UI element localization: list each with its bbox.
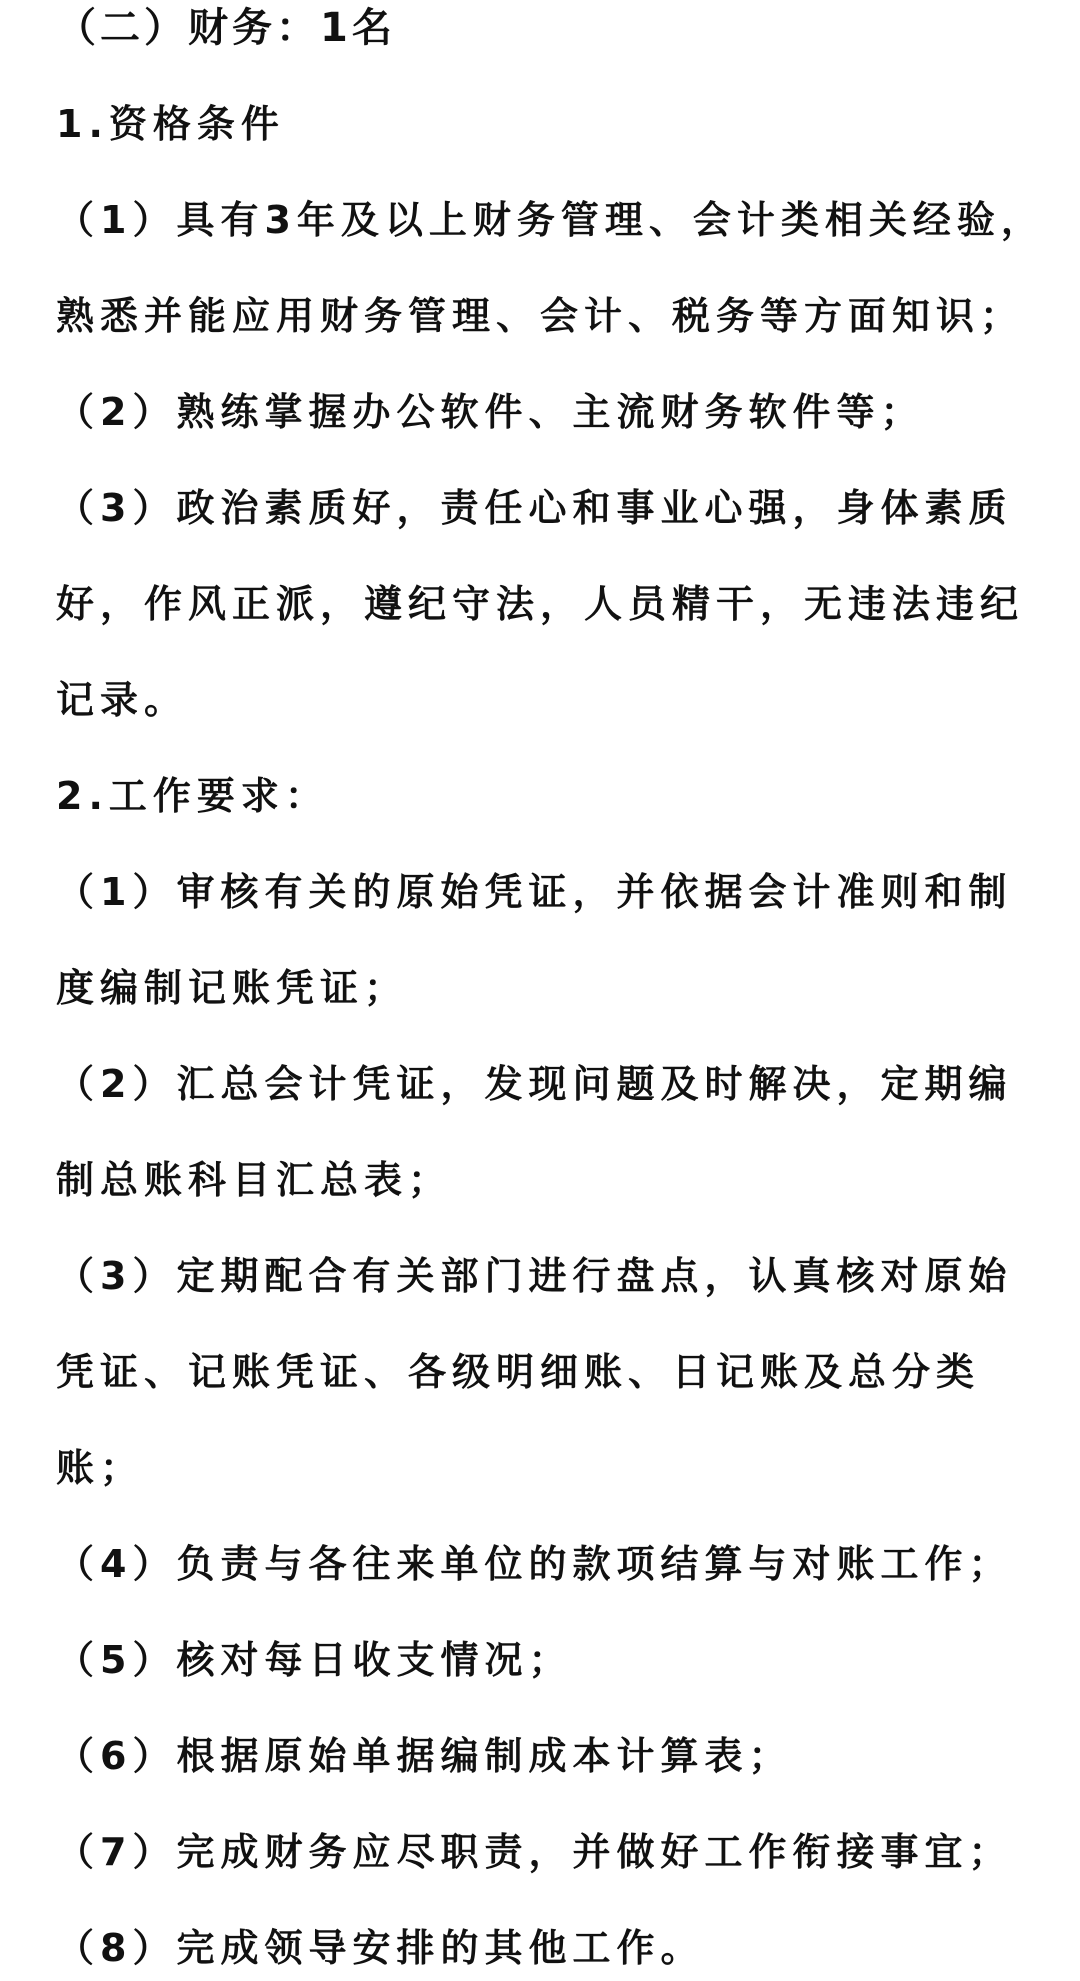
requirement-line: （2）汇总会计凭证，发现问题及时解决，定期编 [56, 1062, 1013, 1106]
requirement-line: （1）审核有关的原始凭证，并依据会计准则和制 [56, 870, 1013, 914]
requirement-line: （4）负责与各往来单位的款项结算与对账工作； [56, 1542, 1013, 1586]
requirement-line: （3）定期配合有关部门进行盘点，认真核对原始 [56, 1254, 1013, 1298]
requirement-line: （6）根据原始单据编制成本计算表； [56, 1734, 793, 1778]
qualification-line: 好，作风正派，遵纪守法，人员精干，无违法违纪 [56, 582, 1025, 626]
requirement-line: 凭证、记账凭证、各级明细账、日记账及总分类 [56, 1350, 981, 1394]
requirement-line: 账； [56, 1446, 145, 1490]
requirements-heading: 2.工作要求： [56, 774, 329, 818]
qualification-line: （2）熟练掌握办公软件、主流财务软件等； [56, 390, 925, 434]
qualification-line: 记录。 [56, 678, 189, 722]
requirement-line: （7）完成财务应尽职责，并做好工作衔接事宜； [56, 1830, 1013, 1874]
qualification-line: （3）政治素质好，责任心和事业心强，身体素质 [56, 486, 1013, 530]
requirement-line: 制总账科目汇总表； [56, 1158, 453, 1202]
qualifications-heading: 1.资格条件 [56, 102, 285, 146]
requirement-line: 度编制记账凭证； [56, 966, 409, 1010]
qualification-line: 熟悉并能应用财务管理、会计、税务等方面知识； [56, 294, 1025, 338]
qualification-line: （1）具有3年及以上财务管理、会计类相关经验， [56, 198, 1045, 242]
section-title: （二）财务：1名 [56, 5, 396, 51]
requirement-line: （5）核对每日收支情况； [56, 1638, 573, 1682]
requirement-line: （8）完成领导安排的其他工作。 [56, 1926, 705, 1970]
